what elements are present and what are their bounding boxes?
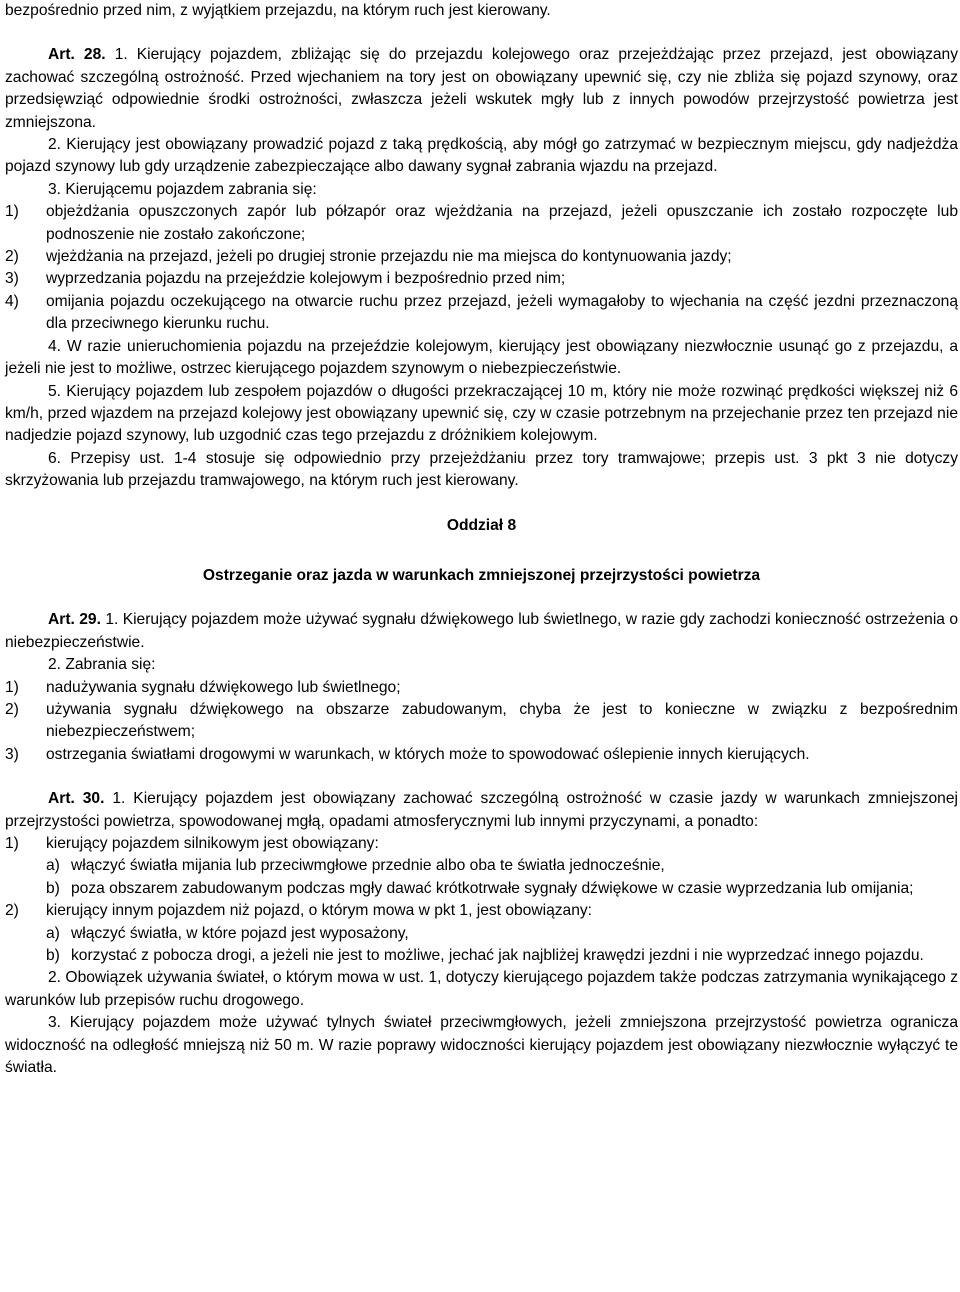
list-item: 1) objeżdżania opuszczonych zapór lub półzapór oraz wjeżdżania na przejazd, jeżeli opuszczanie ich zostało rozpoczęte lub podnoszenie nie zostało zakończone;: [5, 203, 958, 243]
list-item: 4) omijania pojazdu oczekującego na otwarcie ruchu przez przejazd, jeżeli wymagałoby to wjechania na część jezdni przeznaczoną dla przeciwnego kierunku ruchu.: [5, 292, 958, 333]
article-28: [5, 44, 958, 492]
sub-list-item: b) poza obszarem zabudowanym podczas mgły dawać krótkotrwałe sygnały dźwiękowe w czasie wyprzedzania lub omijania;: [46, 879, 914, 897]
list-item: 1) nadużywania sygnału dźwiękowego lub świetlnego;: [5, 678, 401, 696]
art28-para-6: 6. Przepisy ust. 1-4 stosuje się odpowiednio przy przejeżdżaniu przez tory tramwajowe; przepis ust. 3 pkt 3 nie dotyczy skrzyżowania lub przejazdu tramwajowego, na którym ruch jest kierowany.: [5, 449, 958, 490]
list-item: 2) wjeżdżania na przejazd, jeżeli po drugiej stronie przejazdu nie ma miejsca do kontynuowania jazdy;: [5, 248, 732, 266]
list-item: 1) kierujący pojazdem silnikowym jest obowiązany:: [5, 835, 379, 852]
list-item: 3) wyprzedzania pojazdu na przejeździe kolejowym i bezpośrednio przed nim;: [5, 270, 566, 288]
art30-label: Art. 30.: [48, 790, 105, 808]
list-item: 3) ostrzegania światłami drogowymi w warunkach, w których może to spowodować oślepienie innych kierujących.: [5, 745, 810, 763]
art28-para-1: Art. 28. 1. Kierujący pojazdem, zbliżając się do przejazdu kolejowego oraz przejeżdżając przez przejazd, jest obowiązany zachować szczególną ostrożność. Przed wjechaniem na tory jest on obowiązany upewnić się, czy nie zbliża się pojazd szynowy, oraz przedsięwziąć odpowiednie środki ostrożności, zwłaszcza jeżeli wskutek mgły lub z innych powodów przejrzystość powietrza jest zmniejszona.: [5, 46, 959, 131]
intro-line: bezpośrednio przed nim, z wyjątkiem przejazdu, na którym ruch jest kierowany.: [5, 2, 551, 19]
art28-label: Art. 28.: [48, 46, 106, 64]
document-page: [5, 0, 958, 1079]
sub-list-item: b) korzystać z pobocza drogi, a jeżeli nie jest to możliwe, jechać jak najbliżej krawędzi jezdni i nie wyprzedzać innego pojazdu.: [46, 947, 924, 965]
article-29: [5, 609, 958, 766]
art30-para-1: Art. 30. 1. Kierujący pojazdem jest obowiązany zachować szczególną ostrożność w czasie jazdy w warunkach zmniejszonej przejrzystości powietrza, spowodowanej mgłą, opadami atmosferycznymi lub innymi przyczynami, a ponadto:: [5, 790, 958, 830]
sub-list-item: a) włączyć światła, w które pojazd jest wyposażony,: [46, 924, 409, 942]
section-title: Oddział 8: [446, 516, 517, 534]
art30-para-3: 3. Kierujący pojazdem może używać tylnych świateł przeciwmgłowych, jeżeli zmniejszona przejrzystość powietrza ogranicza widoczność na odległość mniejszą niż 50 m. W razie poprawy widoczności kierujący pojazdem jest obowiązany niezwłocznie wyłączyć te światła.: [5, 1014, 958, 1077]
article-30: [5, 788, 958, 1079]
art28-para-5: 5. Kierujący pojazdem lub zespołem pojazdów o długości przekraczającej 10 m, który nie może rozwinąć prędkości większej niż 6 km/h, przed wjazdem na przejazd kolejowy jest obowiązany upewnić się, czy w czasie potrzebnym na przejechanie przez ten przejazd nie nadjedzie pojazd szynowy, lub uzgodnić czas tego przejazdu z dróżnikiem kolejowym.: [5, 382, 958, 445]
art28-para-2: 2. Kierujący jest obowiązany prowadzić pojazd z taką prędkością, aby mógł go zatrzymać w bezpiecznym miejscu, gdy nadjeżdża pojazd szynowy lub gdy urządzenie zabezpieczające albo dawany sygnał zabrania wjazdu na przejazd.: [5, 136, 958, 176]
art30-para-2: 2. Obowiązek używania świateł, o którym mowa w ust. 1, dotyczy kierującego pojazdem także podczas zatrzymania wynikającego z warunków lub przepisów ruchu drogowego.: [5, 969, 958, 1009]
art29-para-2: 2. Zabrania się:: [48, 656, 156, 674]
list-item: 2) kierujący innym pojazdem niż pojazd, o którym mowa w pkt 1, jest obowiązany:: [5, 902, 593, 920]
section-subtitle: Ostrzeganie oraz jazda w warunkach zmniejszonej przejrzystości powietrza: [202, 566, 761, 584]
art28-para-4: 4. W razie unieruchomienia pojazdu na przejeździe kolejowym, kierujący jest obowiązany niezwłocznie usunąć go z przejazdu, a jeżeli nie jest to możliwe, ostrzec kierującego pojazdem szynowym o niebezpieczeństwie.: [5, 337, 958, 378]
list-item: 2) używania sygnału dźwiękowego na obszarze zabudowanym, chyba że jest to konieczne w związku z bezpośrednim niebezpieczeństwem;: [5, 700, 958, 741]
art29-para-1: Art. 29. 1. Kierujący pojazdem może używać sygnału dźwiękowego lub świetlnego, w razie gdy zachodzi konieczność ostrzeżenia o niebezpieczeństwie.: [5, 611, 959, 651]
art29-label: Art. 29.: [48, 611, 101, 629]
sub-list-item: a) włączyć światła mijania lub przeciwmgłowe przednie albo oba te światła jednocześnie,: [46, 857, 665, 875]
art28-para-3: 3. Kierującemu pojazdem zabrania się:: [48, 180, 317, 198]
